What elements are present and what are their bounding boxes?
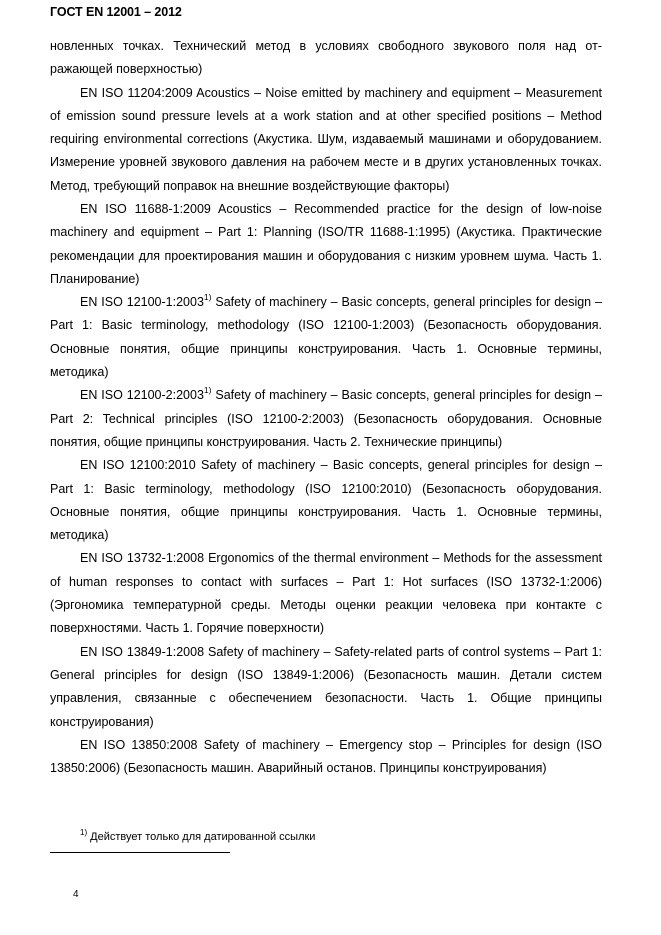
reference-entry: EN ISO 13732-1:2008 Ergonomics of the thermal environment – Methods for the assessment of human responses to contact with surfaces – Part 1: Hot surfaces (ISO 13732-1:2006) (Эргономика температурной среды. Методы оценки реакции человека при контакте с поверхностями. Часть 1. Горячие поверхности) (50, 551, 602, 636)
reference-entry: EN ISO 11688-1:2009 Acoustics – Recommended practice for the design of low-noise machinery and equipment – Part 1: Planning (ISO/TR 11688-1:1995) (Акустика. Практические рекомендации для проектирования машин и оборудования с низким уровнем шума. Часть 1. Планирование) (50, 201, 602, 286)
footnote-marker: 1) (203, 292, 212, 303)
footnote (80, 830, 315, 844)
reference-text: Safety of machinery – Basic concepts, general principles for design – Part 2: Technical principles (ISO 12100-2:2003) (Безопасность оборудования. Основные понятия, общие принципы конструирования. Часть 2. Технические принципы) (50, 388, 603, 449)
page-number: 4 (73, 889, 79, 900)
reference-entry: EN ISO 13850:2008 Safety of machinery – Emergency stop – Principles for design (ISO 13850:2006) (Безопасность машин. Аварийный останов. Принципы конструирования) (50, 737, 602, 776)
reference-entry: EN ISO 12100:2010 Safety of machinery – Basic concepts, general principles for design – Part 1: Basic terminology, methodology (ISO 12100:2010) (Безопасность оборудования. Основные понятия, общие принципы конструирования. Часть 1. Основные термины, методика) (50, 458, 602, 543)
document-body (50, 35, 602, 780)
reference-entry (50, 291, 602, 384)
footnote-divider (50, 852, 230, 853)
reference-entry: EN ISO 11204:2009 Acoustics – Noise emitted by machinery and equipment – Measurement of emission sound pressure levels at a work station and at other specified positions – Method requiring environmental corrections (Акустика. Шум, издаваемый машинами и оборудованием. Измерение уровней звукового давления на рабочем месте и в других установленных точках. Метод, требующий поправок на внешние воздействующие факторы) (50, 85, 602, 193)
reference-code: EN ISO 12100-1:2003 (80, 295, 204, 310)
reference-text: Safety of machinery – Basic concepts, general principles for design – Part 1: Basic terminology, methodology (ISO 12100-1:2003) (Безопасность оборудования. Основные понятия, общие принципы конструирования. Часть 1. Основные термины, методика) (50, 295, 603, 380)
footnote-mark: 1) (80, 828, 88, 837)
reference-code: EN ISO 12100-2:2003 (80, 388, 204, 403)
reference-entry: EN ISO 13849-1:2008 Safety of machinery – Safety-related parts of control systems – Part 1: General principles for design (ISO 13849-1:2006) (Безопасность машин. Детали систем управления, связанные с обеспечением безопасности. Часть 1. Общие принципы конструирования) (50, 644, 602, 729)
footnote-marker: 1) (203, 385, 212, 396)
page-header: ГОСТ EN 12001 – 2012 (50, 5, 182, 19)
reference-entry (50, 384, 602, 454)
intro-paragraph: новленных точках. Технический метод в условиях свободного звукового поля над от-ражающей поверхностью) (50, 39, 602, 77)
footnote-text: Действует только для датированной ссылки (87, 831, 316, 843)
